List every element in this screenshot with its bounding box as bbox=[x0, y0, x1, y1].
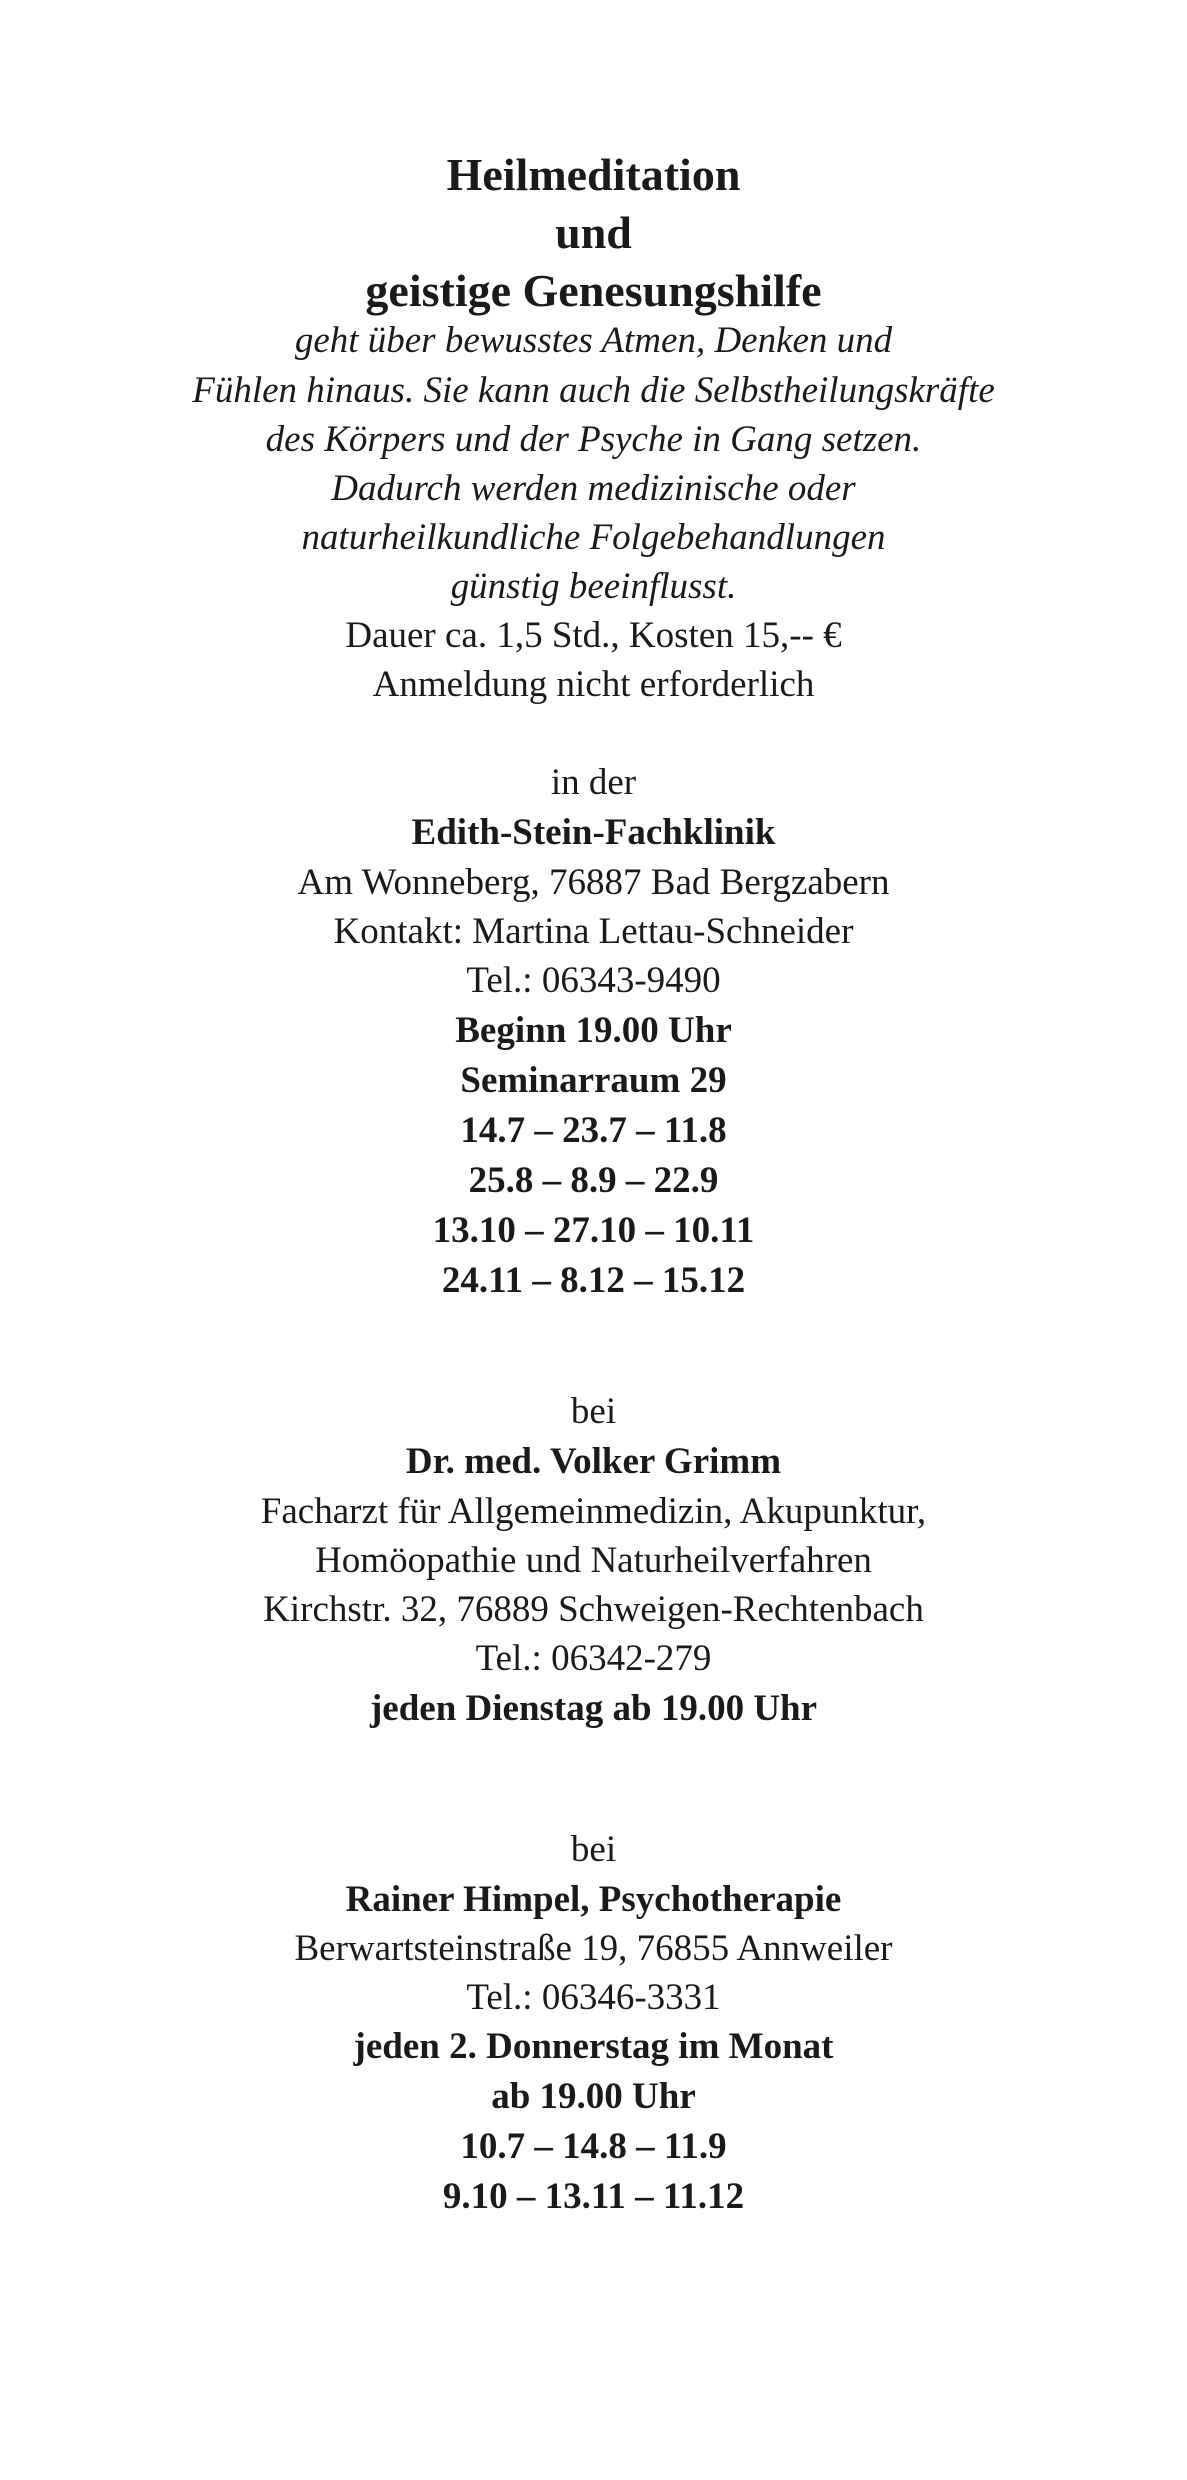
location3-prefix: bei bbox=[570, 1829, 617, 1870]
location2-address: Kirchstr. 32, 76889 Schweigen-Rechtenbach bbox=[263, 1589, 924, 1630]
location3-phone: Tel.: 06346-3331 bbox=[466, 1977, 721, 2018]
intro-line-1: geht über bewusstes Atmen, Denken und bbox=[294, 320, 893, 361]
location1-prefix: in der bbox=[550, 762, 637, 803]
intro-line-3: des Körpers und der Psyche in Gang setzen. bbox=[265, 419, 922, 460]
location3-dates-2: 9.10 – 13.11 – 11.12 bbox=[442, 2176, 745, 2217]
intro-line-5: naturheilkundliche Folgebehandlungen bbox=[301, 517, 886, 558]
location2-prefix: bei bbox=[570, 1391, 617, 1432]
duration-cost: Dauer ca. 1,5 Std., Kosten 15,-- € bbox=[345, 615, 842, 656]
location3-address: Berwartsteinstraße 19, 76855 Annweiler bbox=[294, 1928, 893, 1969]
registration-note: Anmeldung nicht erforderlich bbox=[372, 664, 815, 705]
title-line-3: geistige Genesungshilfe bbox=[365, 265, 822, 316]
location1-room: Seminarraum 29 bbox=[460, 1060, 727, 1101]
location2-name: Dr. med. Volker Grimm bbox=[405, 1441, 782, 1482]
location1-dates-1: 14.7 – 23.7 – 11.8 bbox=[460, 1110, 727, 1151]
location2-specialty-2: Homöopathie und Naturheilverfahren bbox=[315, 1540, 872, 1581]
location2-schedule: jeden Dienstag ab 19.00 Uhr bbox=[369, 1688, 818, 1729]
intro-line-6: günstig beeinflusst. bbox=[450, 566, 737, 607]
location2-specialty-1: Facharzt für Allgemeinmedizin, Akupunktur, bbox=[260, 1491, 927, 1532]
location1-dates-2: 25.8 – 8.9 – 22.9 bbox=[468, 1160, 719, 1201]
location3-dates-1: 10.7 – 14.8 – 11.9 bbox=[460, 2126, 727, 2167]
location1-dates-4: 24.11 – 8.12 – 15.12 bbox=[441, 1260, 746, 1301]
location2-phone: Tel.: 06342-279 bbox=[475, 1638, 712, 1679]
location3-schedule-1: jeden 2. Donnerstag im Monat bbox=[353, 2026, 834, 2067]
location1-contact: Kontakt: Martina Lettau-Schneider bbox=[333, 911, 854, 952]
location3-name: Rainer Himpel, Psychotherapie bbox=[345, 1879, 842, 1920]
title-line-2: und bbox=[555, 207, 632, 258]
intro-line-2: Fühlen hinaus. Sie kann auch die Selbstheilungskräfte bbox=[192, 370, 995, 411]
title-line-1: Heilmeditation bbox=[446, 149, 741, 200]
location1-start: Beginn 19.00 Uhr bbox=[455, 1010, 732, 1051]
location1-dates-3: 13.10 – 27.10 – 10.11 bbox=[432, 1210, 755, 1251]
location1-name: Edith-Stein-Fachklinik bbox=[411, 812, 776, 853]
location3-schedule-2: ab 19.00 Uhr bbox=[491, 2076, 696, 2117]
location1-phone: Tel.: 06343-9490 bbox=[466, 960, 721, 1001]
intro-line-4: Dadurch werden medizinische oder bbox=[331, 468, 856, 509]
location1-address: Am Wonneberg, 76887 Bad Bergzabern bbox=[297, 862, 890, 903]
